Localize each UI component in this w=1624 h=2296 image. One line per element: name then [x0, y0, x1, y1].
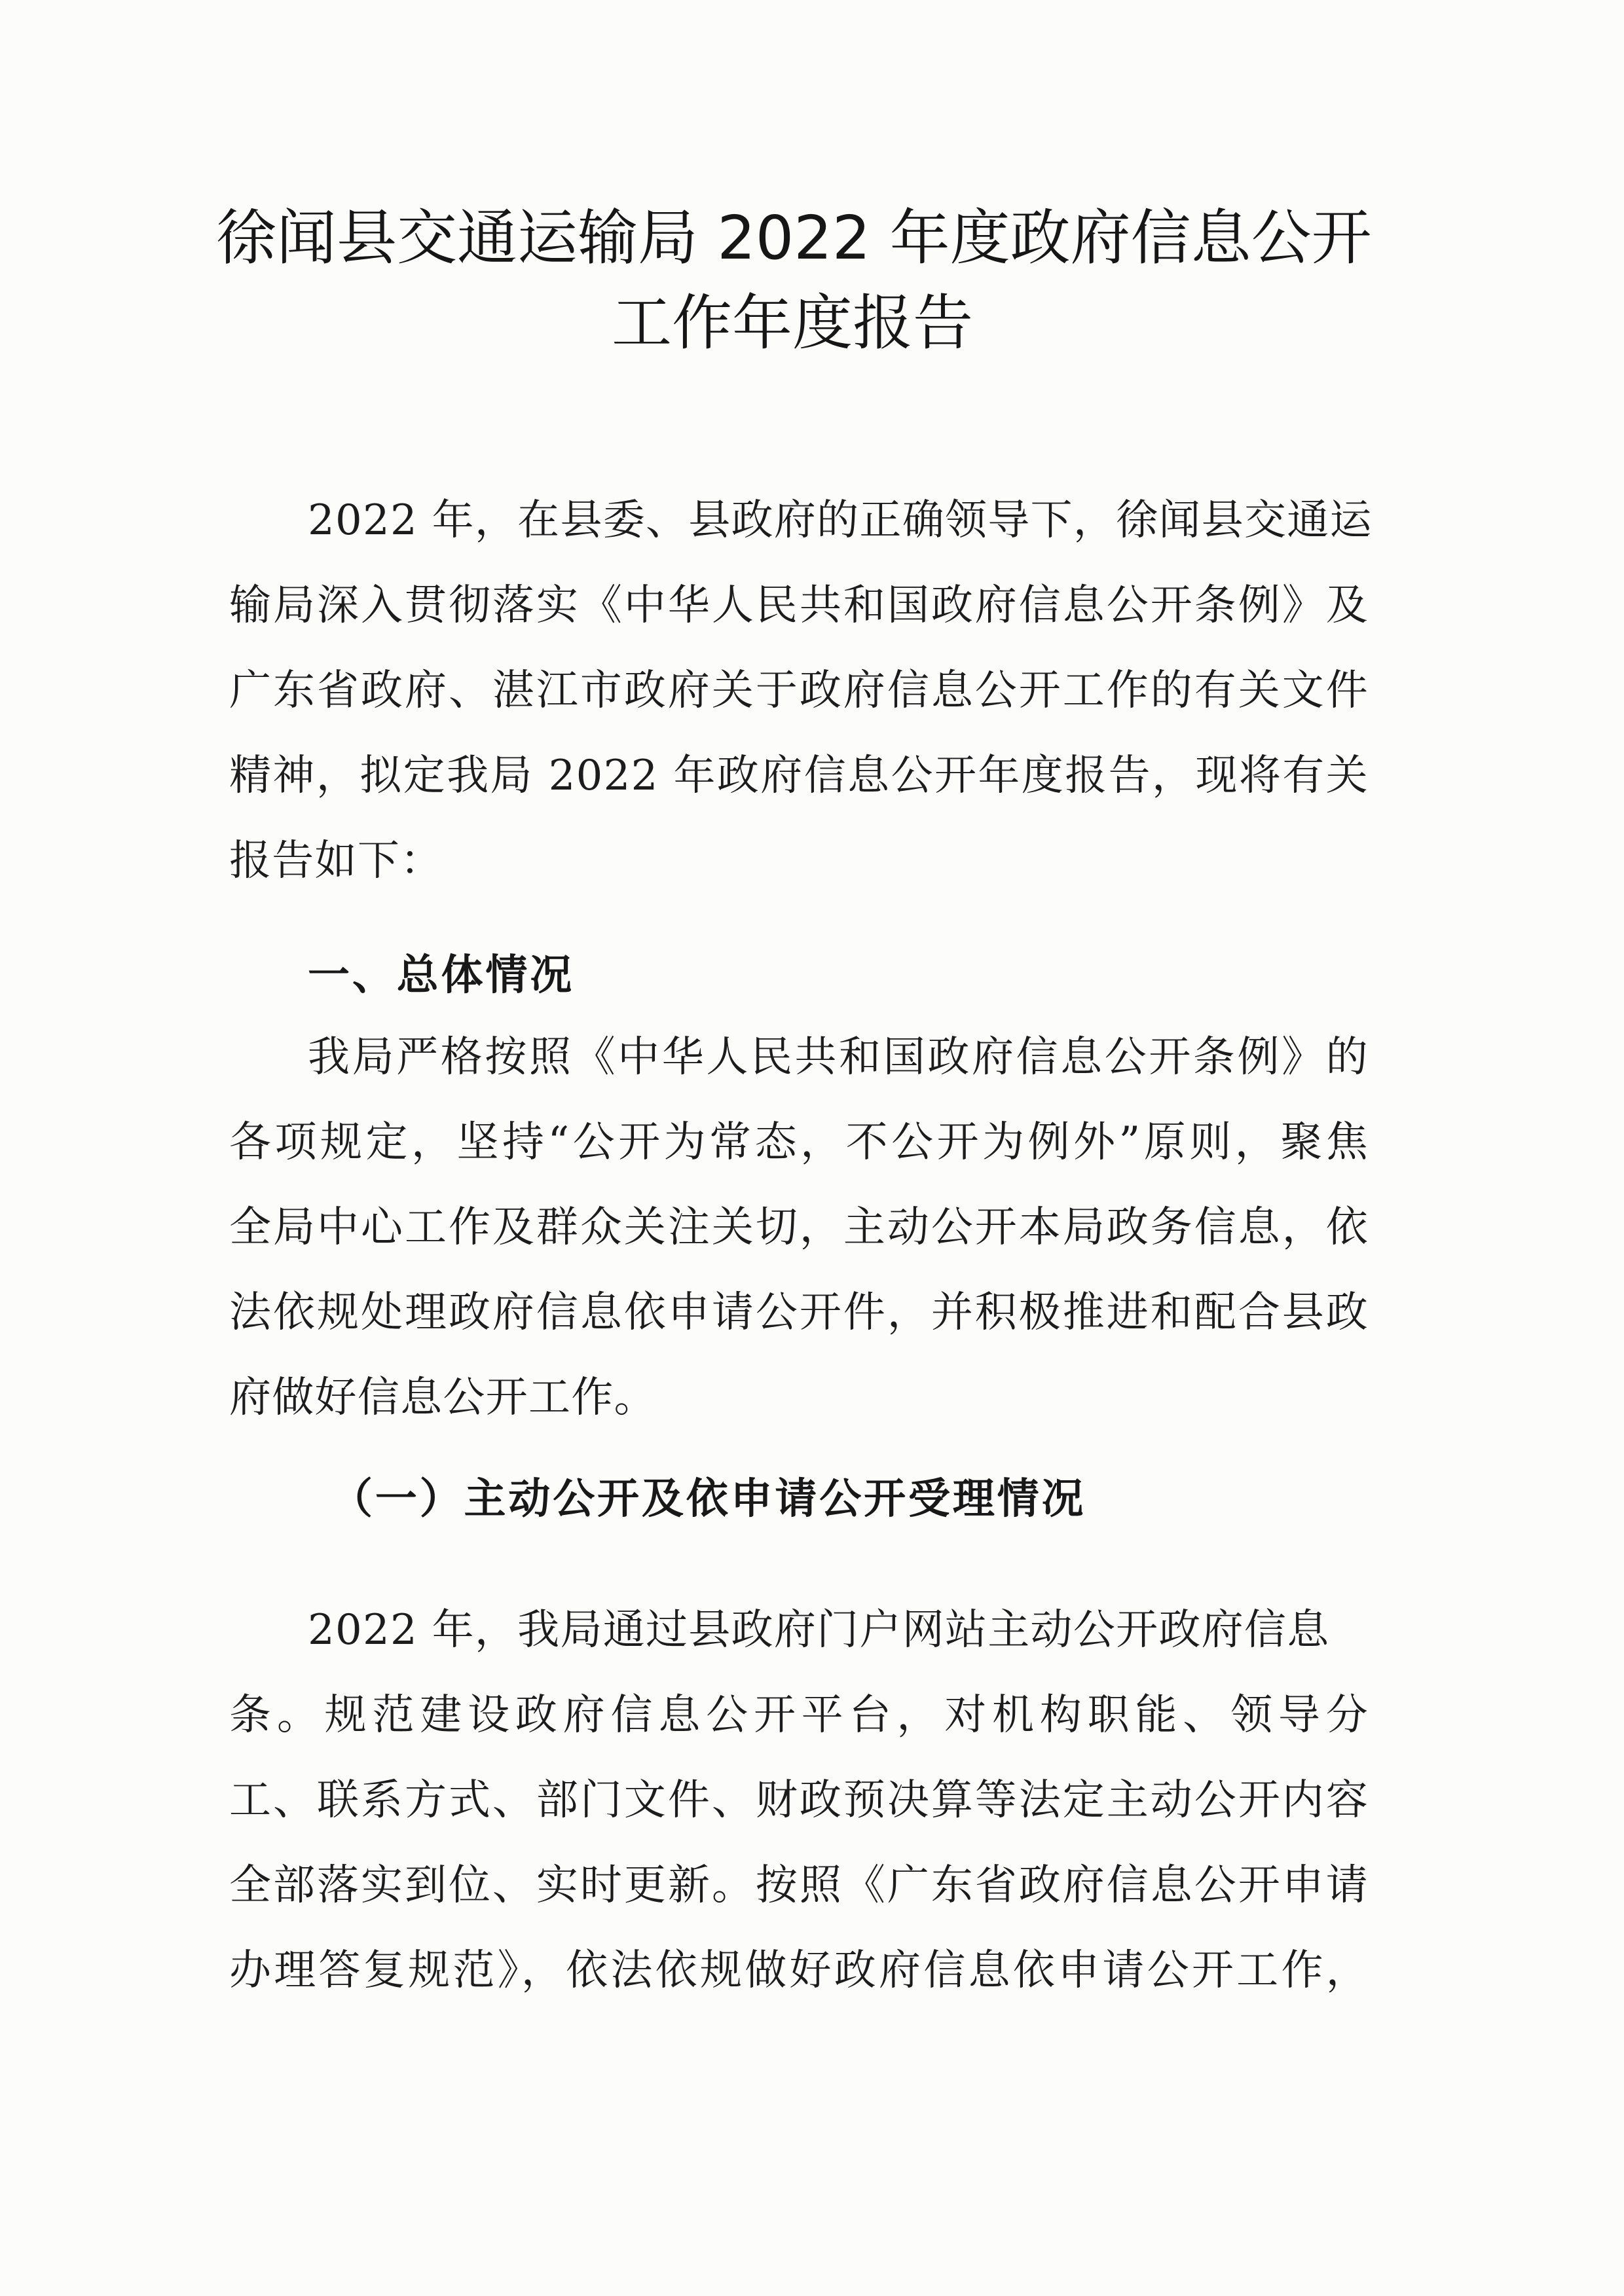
document-title-line-1: 徐闻县交通运输局 2022 年度政府信息公开 — [216, 203, 1372, 273]
intro-line: 报告如下： — [229, 837, 443, 885]
intro-line: 2022 年，在县委、县政府的正确领导下，徐闻县交通运 — [308, 496, 1373, 545]
document-title-line-2: 工作年度报告 — [611, 288, 973, 358]
disclosure-line: 全部落实到位、实时更新。按照《广东省政府信息公开申请 — [229, 1861, 1369, 1910]
intro-line: 精神，拟定我局 2022 年政府信息公开年度报告，现将有关 — [229, 752, 1369, 800]
disclosure-line: 2022 年，我局通过县政府门户网站主动公开政府信息 — [308, 1606, 1330, 1654]
disclosure-line: 工、联系方式、部门文件、财政预决算等法定主动公开内容 — [229, 1776, 1369, 1825]
overview-line: 我局严格按照《中华人民共和国政府信息公开条例》的 — [308, 1033, 1369, 1082]
intro-line: 输局深入贯彻落实《中华人民共和国政府信息公开条例》及 — [229, 581, 1369, 630]
section-heading-overview: 一、总体情况 — [308, 951, 575, 1000]
disclosure-line: 条。规范建设政府信息公开平台，对机构职能、领导分 — [229, 1691, 1369, 1740]
disclosure-line: 办理答复规范》，依法依规做好政府信息依申请公开工作， — [229, 1946, 1369, 1995]
overview-line: 全局中心工作及群众关注关切，主动公开本局政务信息，依 — [229, 1203, 1369, 1252]
overview-line: 各项规定，坚持“公开为常态，不公开为例外”原则，聚焦 — [229, 1118, 1369, 1167]
overview-line: 府做好信息公开工作。 — [229, 1374, 657, 1422]
intro-line: 广东省政府、湛江市政府关于政府信息公开工作的有关文件 — [229, 666, 1369, 715]
overview-line: 法依规处理政府信息依申请公开件，并积极推进和配合县政 — [229, 1288, 1369, 1337]
subsection-heading-disclosure: （一）主动公开及依申请公开受理情况 — [331, 1475, 1086, 1523]
